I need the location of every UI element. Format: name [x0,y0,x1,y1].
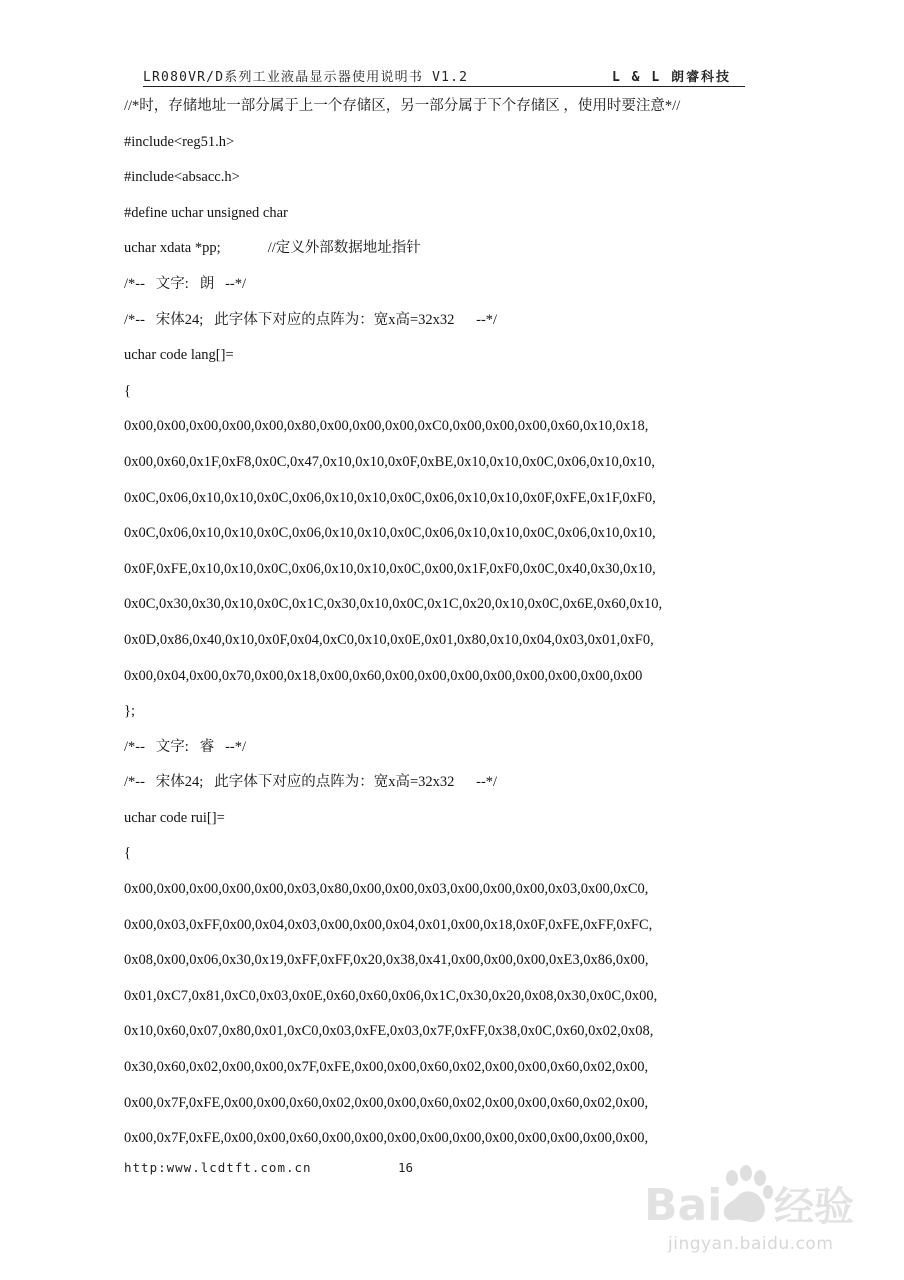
code-line: 0x10,0x60,0x07,0x80,0x01,0xC0,0x03,0xFE,0x03,0x7F,0xFF,0x38,0x0C,0x60,0x02,0x08, [124,1023,654,1040]
baidu-paw-logo-icon [640,1164,870,1234]
page-header [143,64,745,87]
svg-text:经验: 经验 [774,1184,854,1230]
code-line: /*-- 文字: 朗 --*/ [124,275,247,292]
code-line: uchar code rui[]= [124,809,225,826]
code-line: 0x0C,0x30,0x30,0x10,0x0C,0x1C,0x30,0x10,0x0C,0x1C,0x20,0x10,0x0C,0x6E,0x60,0x10, [124,596,663,613]
code-line: 0x01,0xC7,0x81,0xC0,0x03,0x0E,0x60,0x60,0x06,0x1C,0x30,0x20,0x08,0x30,0x0C,0x00, [124,987,658,1004]
code-listing [124,95,744,1198]
svg-text:Bai: Bai [644,1180,723,1231]
page-number: 16 [398,1160,414,1175]
header-company-name: L & L 朗睿科技 [612,70,731,85]
code-line: 0x00,0x7F,0xFE,0x00,0x00,0x60,0x00,0x00,0x00,0x00,0x00,0x00,0x00,0x00,0x00,0x00, [124,1130,649,1147]
footer-url: http:www.lcdtft.com.cn [124,1160,312,1175]
code-line: 0x00,0x60,0x1F,0xF8,0x0C,0x47,0x10,0x10,0x0F,0xBE,0x10,0x10,0x0C,0x06,0x10,0x10, [124,453,655,470]
code-line: #include<absacc.h> [124,169,240,186]
code-line: //*时，存储地址一部分属于上一个存储区，另一部分属于下个存储区 ，使用时要注意*// [124,98,681,114]
code-line: /*-- 宋体24; 此字体下对应的点阵为：宽x高=32x32 --*/ [124,774,498,791]
code-line: uchar xdata *pp; //定义外部数据地址指针 [124,240,421,257]
code-line: 0x00,0x00,0x00,0x00,0x00,0x80,0x00,0x00,0x00,0xC0,0x00,0x00,0x00,0x60,0x10,0x18, [124,418,649,435]
header-document-title: LR080VR/D系列工业液晶显示器使用说明书 V1.2 [143,70,469,85]
code-line: 0x00,0x7F,0xFE,0x00,0x00,0x60,0x02,0x00,0x00,0x60,0x02,0x00,0x00,0x60,0x02,0x00, [124,1094,649,1111]
code-line: 0x30,0x60,0x02,0x00,0x00,0x7F,0xFE,0x00,0x00,0x60,0x02,0x00,0x00,0x60,0x02,0x00, [124,1059,649,1076]
code-line: /*-- 文字: 睿 --*/ [124,738,247,755]
code-line: 0x00,0x03,0xFF,0x00,0x04,0x03,0x00,0x00,0x04,0x01,0x00,0x18,0x0F,0xFE,0xFF,0xFC, [124,916,653,933]
code-line: 0x00,0x04,0x00,0x70,0x00,0x18,0x00,0x60,0x00,0x00,0x00,0x00,0x00,0x00,0x00,0x00 [124,667,643,684]
code-line: 0x0C,0x06,0x10,0x10,0x0C,0x06,0x10,0x10,0x0C,0x06,0x10,0x10,0x0F,0xFE,0x1F,0xF0, [124,489,656,506]
code-line: uchar code lang[]= [124,347,234,364]
code-line: #include<reg51.h> [124,133,235,150]
code-line: #define uchar unsigned char [124,204,288,221]
code-line: 0x08,0x00,0x06,0x30,0x19,0xFF,0xFF,0x20,0x38,0x41,0x00,0x00,0x00,0xE3,0x86,0x00, [124,952,649,969]
code-line: /*-- 宋体24; 此字体下对应的点阵为：宽x高=32x32 --*/ [124,311,498,328]
code-line: { [124,845,131,862]
code-line: 0x0D,0x86,0x40,0x10,0x0F,0x04,0xC0,0x10,0x0E,0x01,0x80,0x10,0x04,0x03,0x01,0xF0, [124,631,654,648]
code-line: 0x0F,0xFE,0x10,0x10,0x0C,0x06,0x10,0x10,0x0C,0x00,0x1F,0xF0,0x0C,0x40,0x30,0x10, [124,560,656,577]
code-line: 0x00,0x00,0x00,0x00,0x00,0x03,0x80,0x00,0x00,0x03,0x00,0x00,0x00,0x03,0x00,0xC0, [124,881,649,898]
code-line: { [124,382,131,399]
watermark-url: jingyan.baidu.com [668,1234,834,1254]
code-line: }; [124,703,135,720]
baidu-jingyan-watermark [640,1150,880,1260]
code-line: 0x0C,0x06,0x10,0x10,0x0C,0x06,0x10,0x10,0x0C,0x06,0x10,0x10,0x0C,0x06,0x10,0x10, [124,525,656,542]
